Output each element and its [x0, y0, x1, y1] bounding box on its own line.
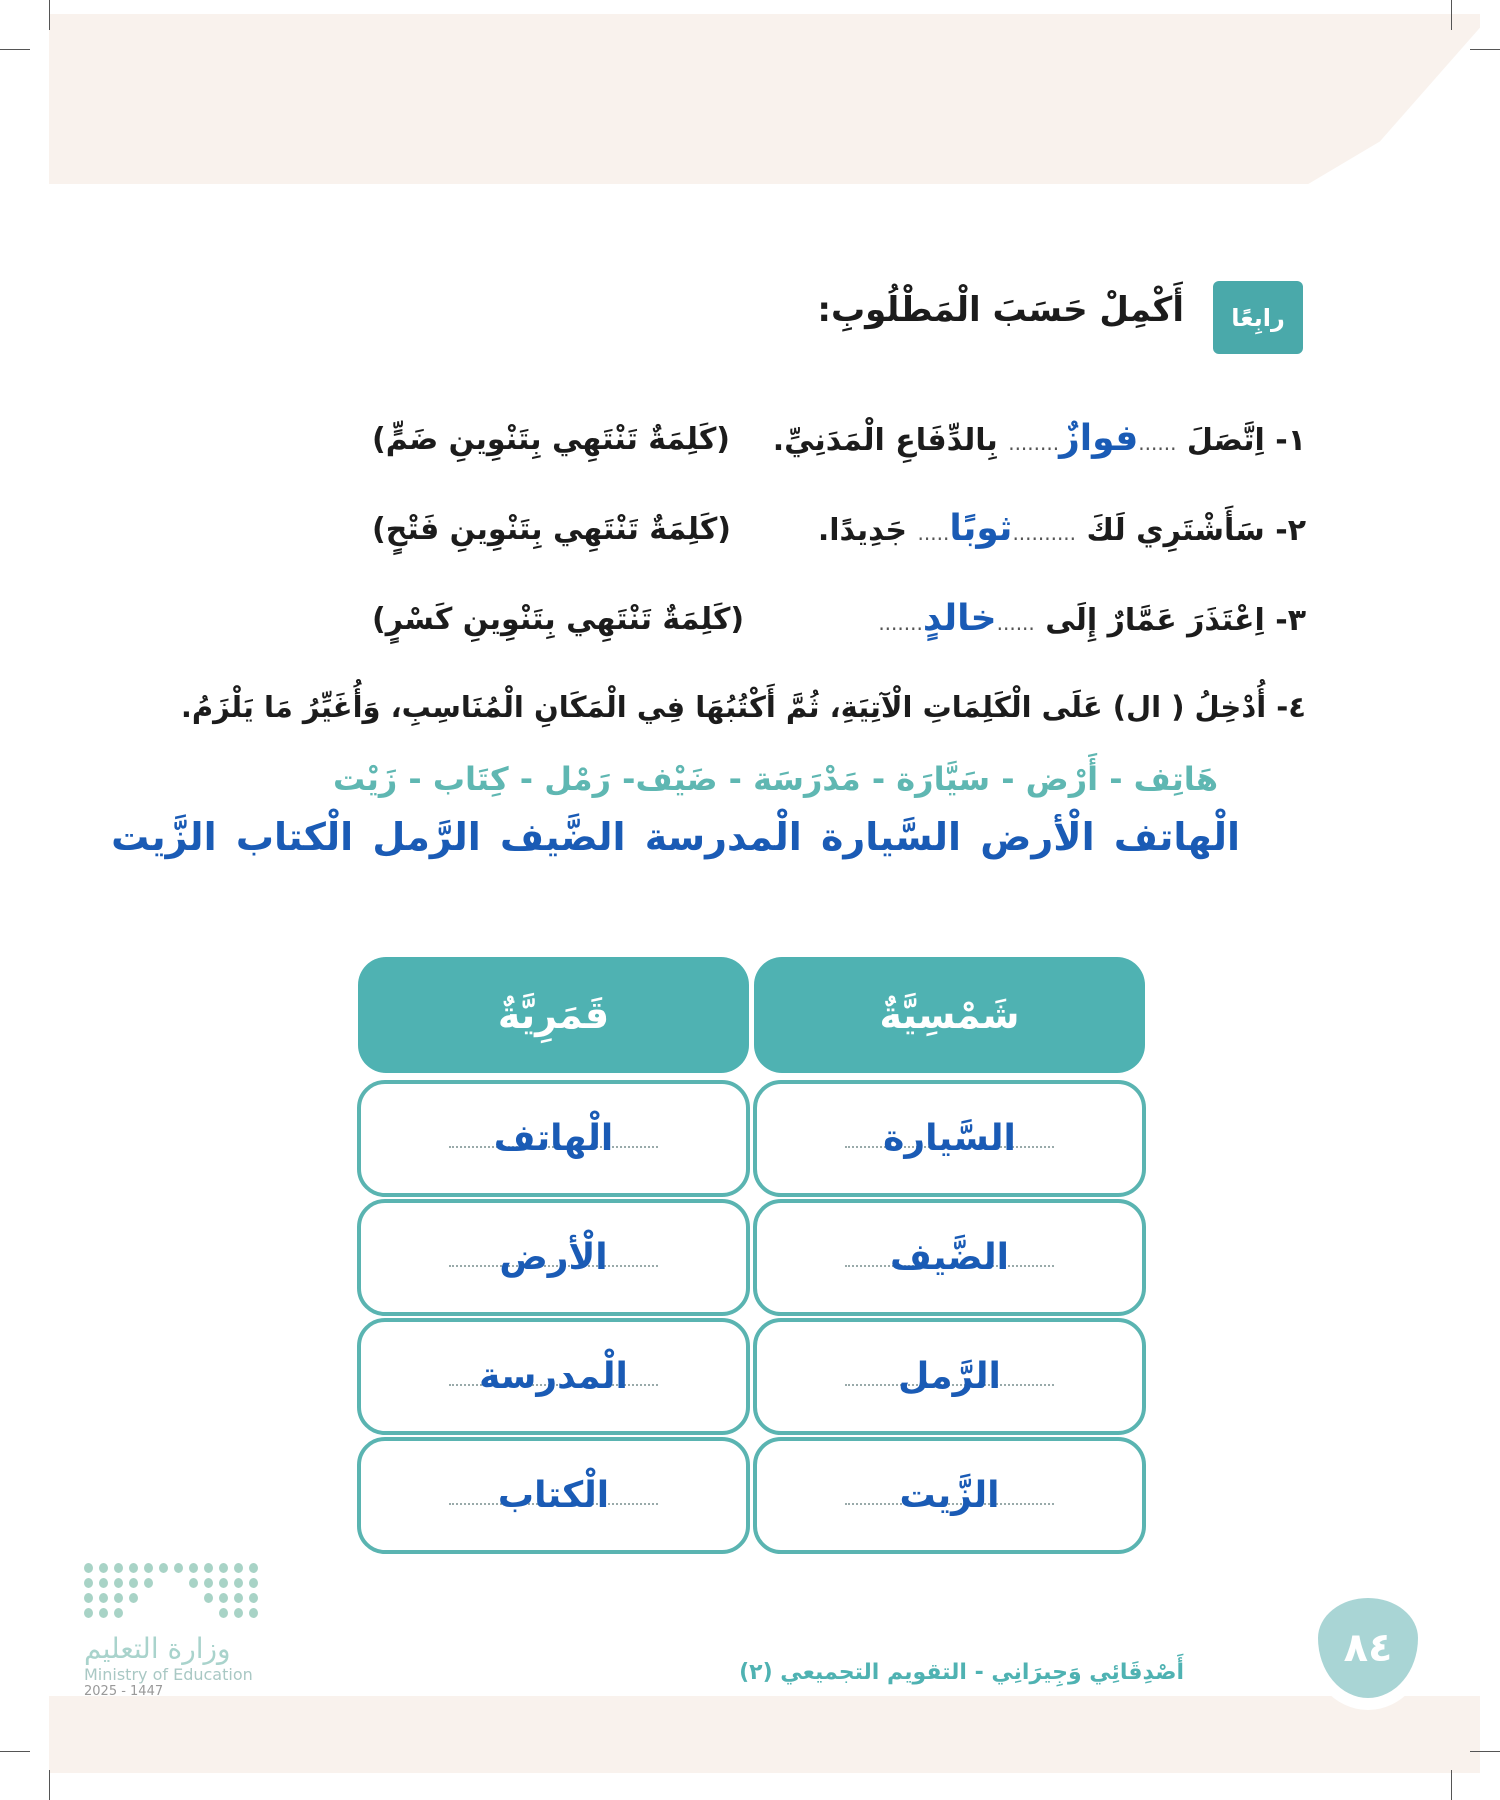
cell-qamariya[interactable]	[357, 1080, 750, 1197]
cell-text: الزَّيت	[899, 1475, 1000, 1516]
crop-mark	[0, 1751, 30, 1752]
page-number: ٨٤	[1318, 1598, 1418, 1698]
blank: ..........	[1012, 521, 1077, 545]
cell-shamsiya[interactable]	[753, 1080, 1146, 1197]
logo-year: 2025 - 1447	[84, 1684, 164, 1699]
crop-mark	[1451, 1770, 1452, 1800]
header-shamsiya: شَمْسِيَّةٌ	[754, 957, 1145, 1073]
hint-1: (كَلِمَةٌ تَنْتَهِي بِتَنْوِينِ ضَمٍّ)	[372, 422, 731, 457]
item-text: ١- اِتَّصَلَ	[1186, 423, 1306, 458]
cell-qamariya[interactable]	[357, 1199, 750, 1316]
blank: ........	[1008, 431, 1060, 455]
answer[interactable]: ثوبًا	[949, 508, 1013, 549]
blank: ......	[996, 611, 1035, 635]
cell-qamariya[interactable]	[357, 1437, 750, 1554]
cell-text: الرَّمل	[898, 1356, 1001, 1397]
cell-shamsiya[interactable]	[753, 1437, 1146, 1554]
item-text: بِالدِّفَاعِ الْمَدَنِيِّ.	[772, 423, 998, 458]
crop-mark	[1451, 0, 1452, 30]
blank: ......	[1138, 431, 1177, 455]
blank: .......	[878, 611, 923, 635]
ministry-logo	[84, 1563, 264, 1699]
bottom-band	[49, 1696, 1480, 1773]
crop-mark	[0, 49, 30, 50]
section-title: أَكْمِلْ حَسَبَ الْمَطْلُوبِ:	[817, 290, 1184, 330]
cell-shamsiya[interactable]	[753, 1199, 1146, 1316]
answer[interactable]: خالدٍ	[922, 598, 997, 639]
cell-text: الْمدرسة	[479, 1356, 628, 1397]
cell-text: الْهاتف	[493, 1118, 614, 1159]
handwritten-answers[interactable]: الْهاتف الْأرض السَّيارة الْمدرسة الضَّيف الرَّمل الْكتاب الزَّيت	[111, 815, 1240, 859]
cell-text: الْكتاب	[497, 1475, 610, 1516]
section-badge: رابِعًا	[1213, 281, 1303, 354]
cell-text: الضَّيف	[890, 1237, 1009, 1278]
cell-shamsiya[interactable]	[753, 1318, 1146, 1435]
hint-2: (كَلِمَةٌ تَنْتَهِي بِتَنْوِينِ فَتْحٍ)	[372, 512, 732, 547]
item-text: ٣- اِعْتَذَرَ عَمَّارٌ إِلَى	[1045, 603, 1306, 638]
hint-3: (كَلِمَةٌ تَنْتَهِي بِتَنْوِينِ كَسْرٍ)	[372, 602, 745, 637]
exercise-item-4: ٤- أُدْخِلُ ( ال) عَلَى الْكَلِمَاتِ الْآتِيَةِ، ثُمَّ أَكْتُبُهَا فِي الْمَكَانِ الْمُنَاسِبِ، وَأُغَيِّرُ مَا يَلْزَمُ.	[180, 690, 1306, 724]
logo-dots-icon	[84, 1563, 264, 1618]
logo-english: Ministry of Education	[84, 1665, 253, 1684]
logo-arabic: وزارة التعليم	[84, 1632, 231, 1665]
cell-qamariya[interactable]	[357, 1318, 750, 1435]
cell-text: السَّيارة	[883, 1118, 1016, 1159]
blank: .....	[917, 521, 950, 545]
item-text: ٢- سَأَشْتَرِي لَكَ	[1086, 513, 1306, 548]
answer[interactable]: فوازٌ	[1059, 418, 1139, 459]
footer-title: أَصْدِقَائِي وَجِيرَانِي - التقويم التجميعي (٢)	[739, 1660, 1184, 1685]
cell-text: الْأرض	[499, 1237, 608, 1278]
crop-mark	[1470, 1751, 1500, 1752]
exercise-item-1	[773, 418, 1306, 459]
top-band	[49, 14, 1480, 184]
header-qamariya: قَمَرِيَّةٌ	[358, 957, 749, 1073]
exercise-item-3	[878, 598, 1306, 639]
crop-mark	[1470, 49, 1500, 50]
crop-mark	[49, 1770, 50, 1800]
crop-mark	[49, 0, 50, 30]
item-text: جَدِيدًا.	[817, 513, 908, 548]
word-list: هَاتِف - أَرْض - سَيَّارَة - مَدْرَسَة - ضَيْف- رَمْل - كِتَاب - زَيْت	[332, 760, 1218, 798]
exercise-item-2	[818, 508, 1306, 549]
